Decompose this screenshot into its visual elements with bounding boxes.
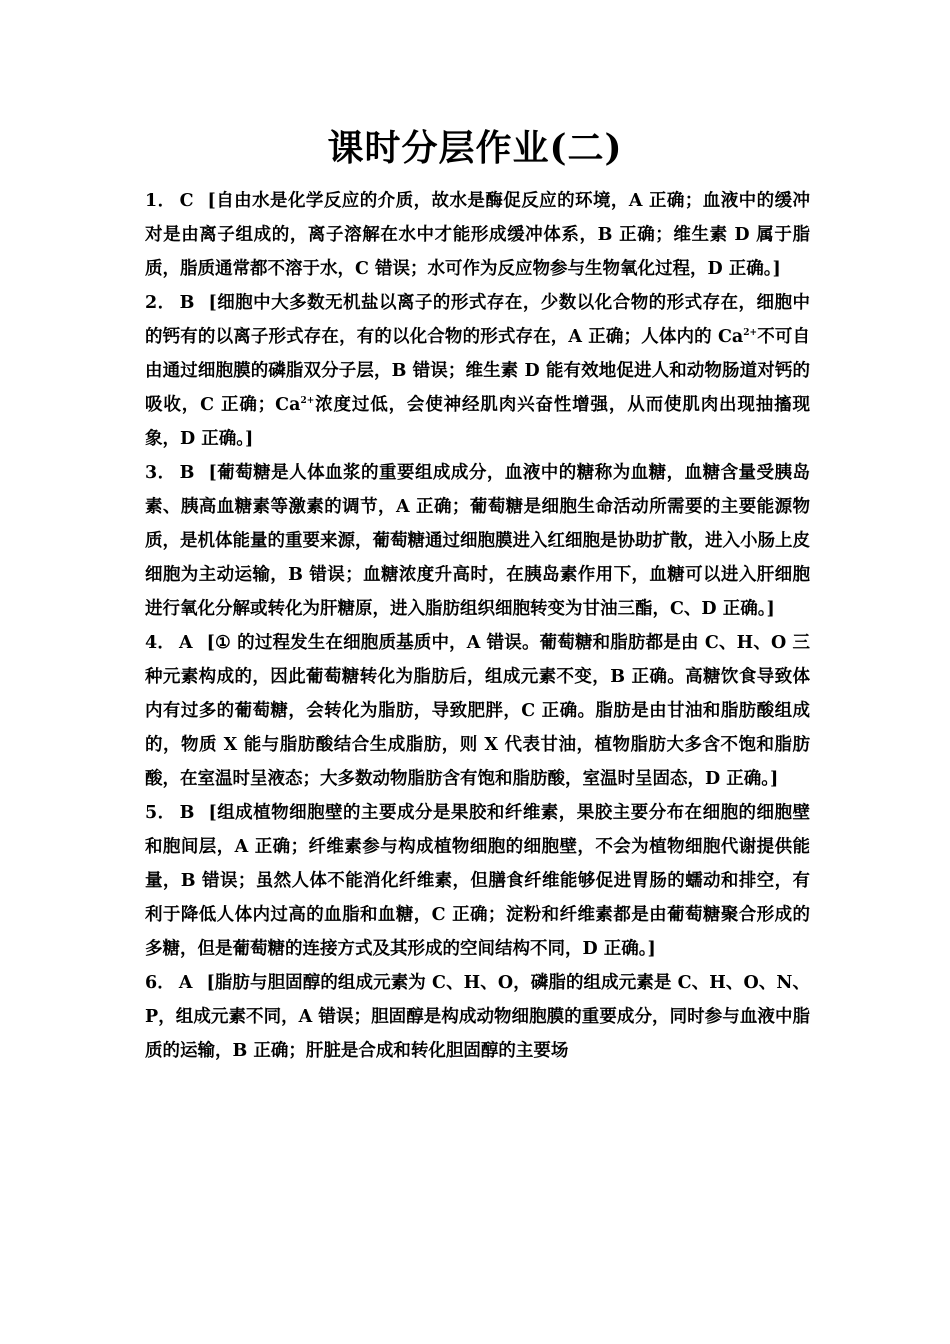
answer-number: 2． — [145, 293, 176, 313]
answer-number: 5． — [145, 803, 176, 823]
answer-choice: A — [178, 973, 193, 993]
answer-item-3 — [145, 456, 810, 626]
answer-choice: B — [179, 293, 195, 313]
answer-choice: B — [179, 463, 195, 483]
answer-item-2 — [145, 286, 810, 456]
answer-item-1 — [145, 184, 810, 286]
page-title: 课时分层作业(二) — [327, 127, 623, 169]
ion-charge-superscript: 2+ — [300, 396, 315, 407]
ion-charge-superscript: 2+ — [743, 328, 758, 339]
answer-number: 4． — [145, 633, 176, 653]
answer-explanation: 浓度过低，会使神经肌肉兴奋性增强，从而使肌肉出现抽搐现象，D 正确。] — [145, 395, 810, 449]
answer-number: 1． — [145, 191, 176, 211]
answer-choice: C — [179, 191, 194, 211]
answer-explanation: [自由水是化学反应的介质，故水是酶促反应的环境，A 正确；血液中的缓冲对是由离子组成的，离子溶解在水中才能形成缓冲体系，B 正确；维生素 D 属于脂质，脂质通常都不溶于水，C 错误；水可作为反应物参与生物氧化过程，D 正确。] — [145, 191, 810, 279]
answer-explanation: [葡萄糖是人体血浆的重要组成成分，血液中的糖称为血糖，血糖含量受胰岛素、胰高血糖素等激素的调节，A 正确；葡萄糖是细胞生命活动所需要的主要能源物质，是机体能量的重要来源，葡萄糖通过细胞膜进入红细胞是协助扩散，进入小肠上皮细胞为主动运输，B 错误；血糖浓度升高时，在胰岛素作用下，血糖可以进入肝细胞进行氧化分解或转化为肝糖原，进入脂肪组织细胞转变为甘油三酯，C、D 正确。] — [145, 463, 810, 619]
answer-explanation: [① 的过程发生在细胞质基质中，A 错误。葡萄糖和脂肪都是由 C、H、O 三种元素构成的，因此葡萄糖转化为脂肪后，组成元素不变，B 正确。高糖饮食导致体内有过多的葡萄糖，会转化为脂肪，导致肥胖，C 正确。脂肪是由甘油和脂肪酸组成的，物质 X 能与脂肪酸结合生成脂肪，则 X 代表甘油，植物脂肪大多含不饱和脂肪酸，在室温时呈液态；大多数动物脂肪含有饱和脂肪酸，室温时呈固态，D 正确。] — [145, 633, 810, 789]
answer-item-4 — [145, 626, 810, 796]
answer-item-6 — [145, 966, 810, 1068]
answer-explanation: [细胞中大多数无机盐以离子的形式存在，少数以化合物的形式存在，细胞中的钙有的以离子形式存在，有的以化合物的形式存在，A 正确；人体内的 Ca — [145, 293, 810, 347]
answer-list — [145, 184, 810, 1068]
answer-number: 3． — [145, 463, 176, 483]
answer-choice: B — [179, 803, 195, 823]
answer-explanation: 不可自由通过细胞膜的磷脂双分子层，B 错误；维生素 D 能有效地促进人和动物肠道对钙的吸收，C 正确；Ca — [145, 327, 811, 415]
answer-item-5 — [145, 796, 810, 966]
answer-number: 6． — [145, 973, 175, 993]
answer-explanation: [脂肪与胆固醇的组成元素为 C、H、O，磷脂的组成元素是 C、H、O、N、P，组成元素不同，A 错误；胆固醇是构成动物细胞膜的重要成分，同时参与血液中脂质的运输，B 正确；肝脏是合成和转化胆固醇的主要场 — [145, 973, 810, 1061]
answer-choice: A — [179, 633, 193, 653]
answer-explanation: [组成植物细胞壁的主要成分是果胶和纤维素，果胶主要分布在细胞的细胞壁和胞间层，A 正确；纤维素参与构成植物细胞的细胞壁，不会为植物细胞代谢提供能量，B 错误；虽然人体不能消化纤维素，但膳食纤维能够促进胃肠的蠕动和排空，有利于降低人体内过高的血脂和血糖，C 正确；淀粉和纤维素都是由葡萄糖聚合形成的多糖，但是葡萄糖的连接方式及其形成的空间结构不同，D 正确。] — [145, 803, 810, 959]
